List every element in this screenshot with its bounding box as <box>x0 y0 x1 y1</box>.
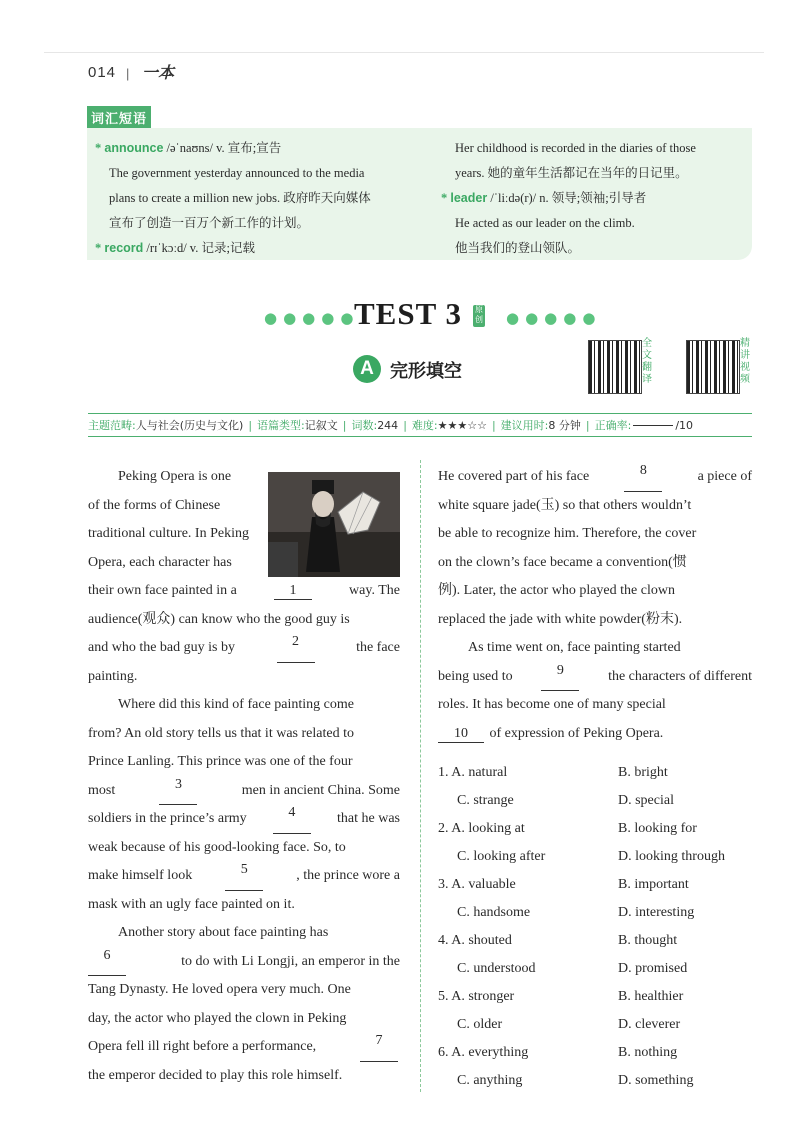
vocab-entry-announce <box>95 136 281 160</box>
star-icon: * <box>95 241 102 255</box>
passage-paragraph-1: Peking Opera is one of the forms of Chinese traditional culture. In Peking Opera, each character has <box>88 469 249 570</box>
blank-2[interactable]: 2 <box>277 634 315 663</box>
section-letter-icon: A <box>353 355 381 383</box>
option-5-d[interactable]: D. cleverer <box>618 1017 681 1032</box>
star-icon: * <box>95 141 102 155</box>
exercise-info-bar: 主题范畴: 人与社会(历史与文化) | 语篇类型: 记叙文 | 词数: 244 | 难度: ★★★☆☆ | 建议用时: 8 分钟 | 正确率: /10 <box>88 413 752 437</box>
qr-label-translation: 全文翻译 <box>642 338 652 385</box>
vocab-example: years. 她的童年生活都记在当年的日记里。 <box>455 166 688 180</box>
blank-7[interactable]: 7 <box>360 1033 398 1062</box>
blank-4[interactable]: 4 <box>273 805 311 834</box>
theme-key: 主题范畴: <box>88 419 136 432</box>
difficulty-value: ★★★☆☆ <box>437 418 487 432</box>
option-5-b[interactable]: B. healthier <box>618 989 684 1004</box>
option-2-b[interactable]: B. looking for <box>618 821 697 836</box>
option-1-c[interactable]: C. strange <box>457 793 514 808</box>
vocab-word: record <box>104 241 144 255</box>
option-6-a[interactable]: 6. A. everything <box>438 1045 529 1060</box>
vocab-entry-record <box>95 236 255 260</box>
vocab-definition: /rɪˈkɔːd/ v. 记录;记载 <box>143 241 255 255</box>
time-value: 8 分钟 <box>548 419 581 432</box>
decorative-dots-right: ●●●●● <box>506 309 602 327</box>
theme-value: 人与社会(历史与文化) <box>135 419 244 432</box>
brand-logo: 一本 <box>142 63 175 82</box>
page-number: 014 <box>88 64 117 81</box>
option-3-d[interactable]: D. interesting <box>618 905 695 920</box>
accuracy-key: 正确率: <box>594 419 632 432</box>
option-2-a[interactable]: 2. A. looking at <box>438 821 525 836</box>
option-5-c[interactable]: C. older <box>457 1017 503 1032</box>
vocab-example: 宣布了创造一百万个新工作的计划。 <box>109 216 310 230</box>
type-key: 语篇类型: <box>257 419 305 432</box>
accuracy-blank[interactable] <box>633 425 673 426</box>
words-value: 244 <box>377 418 399 432</box>
option-3-a[interactable]: 3. A. valuable <box>438 877 516 892</box>
difficulty-key: 难度: <box>411 419 438 432</box>
time-key: 建议用时: <box>500 419 549 432</box>
header-rule <box>44 52 764 53</box>
star-icon: * <box>441 191 448 205</box>
vocab-word: announce <box>104 141 164 155</box>
option-6-b[interactable]: B. nothing <box>618 1045 678 1060</box>
option-1-d[interactable]: D. special <box>618 793 674 808</box>
blank-8[interactable]: 8 <box>624 463 662 492</box>
option-6-d[interactable]: D. something <box>618 1073 694 1088</box>
option-4-b[interactable]: B. thought <box>618 933 678 948</box>
vocab-example: 他当我们的登山领队。 <box>455 241 581 255</box>
option-5-a[interactable]: 5. A. stronger <box>438 989 515 1004</box>
vocab-definition: /əˈnaʊns/ v. 宣布;宣告 <box>163 141 282 155</box>
qr-code-translation-icon[interactable] <box>588 340 642 394</box>
header-separator: | <box>126 66 130 81</box>
qr-code-video-icon[interactable] <box>686 340 740 394</box>
column-divider <box>420 460 421 1092</box>
blank-5[interactable]: 5 <box>225 862 263 891</box>
vocab-entry-leader <box>441 186 646 210</box>
accuracy-value: /10 <box>675 418 694 432</box>
vocab-example: Her childhood is recorded in the diaries of those <box>455 141 696 155</box>
blank-9[interactable]: 9 <box>541 663 579 692</box>
type-value: 记叙文 <box>304 419 338 432</box>
option-1-a[interactable]: 1. A. natural <box>438 765 508 780</box>
decorative-dots-left: ●●●●● <box>264 309 360 327</box>
words-key: 词数: <box>351 419 378 432</box>
vocab-word: leader <box>450 191 488 205</box>
passage-paragraph-1-cont: their own face painted in a 1 way. The audience(观众) can know who the good guy is and who the bad guy is by 2 the face painting. Where did this kind of face painting come from? An old story tells us that it was related to Prince Lanling. This prince was one of the four most 3 men in ancient China. Some soldiers in the prince’s army 4 that he was weak because of his good-looking face. So, to make himself look 5 , the prince wore a mask with an ugly face painted on it. Another story about face painting has 6 to do with Li Longji, an emperor in the Tang Dynasty. He loved opera very much. One day, the actor who played the clown in Peking Opera fell ill right before a performance, 7 the emperor decided to play this role himself. <box>88 583 400 1083</box>
original-badge: 原创 <box>473 305 485 327</box>
option-2-c[interactable]: C. looking after <box>457 849 546 864</box>
blank-1[interactable]: 1 <box>274 583 312 600</box>
section-title: 完形填空 <box>390 361 462 382</box>
option-4-d[interactable]: D. promised <box>618 961 688 976</box>
option-6-c[interactable]: C. anything <box>457 1073 523 1088</box>
test-title: TEST 3 <box>354 296 462 331</box>
option-4-c[interactable]: C. understood <box>457 961 536 976</box>
vocab-section-title: 词汇短语 <box>87 106 151 129</box>
option-4-a[interactable]: 4. A. shouted <box>438 933 512 948</box>
blank-6[interactable]: 6 <box>88 948 126 977</box>
qr-label-video: 精讲视频 <box>740 338 750 385</box>
option-3-c[interactable]: C. handsome <box>457 905 531 920</box>
peking-opera-photo <box>268 472 400 577</box>
vocab-example: plans to create a million new jobs. 政府昨天向媒体 <box>109 191 371 205</box>
blank-3[interactable]: 3 <box>159 777 197 806</box>
option-1-b[interactable]: B. bright <box>618 765 668 780</box>
blank-10[interactable]: 10 <box>438 726 484 743</box>
vocab-example: The government yesterday announced to the media <box>109 166 365 180</box>
vocab-box <box>87 128 752 260</box>
passage-right-column: He covered part of his face 8 a piece of white square jade(玉) so that others wouldn’t be able to recognize him. Therefore, the cover on the clown’s face became a convention(惯 例). Later, the actor who played the clown replaced the jade with white powder(粉末). As time went on, face painting started being used to 9 the characters of different roles. It has become one of many special 10 of expression of Peking Opera. <box>438 463 752 741</box>
option-2-d[interactable]: D. looking through <box>618 849 725 864</box>
option-3-b[interactable]: B. important <box>618 877 689 892</box>
vocab-example: He acted as our leader on the climb. <box>455 216 635 230</box>
vocab-definition: /ˈliːdə(r)/ n. 领导;领袖;引导者 <box>487 191 647 205</box>
